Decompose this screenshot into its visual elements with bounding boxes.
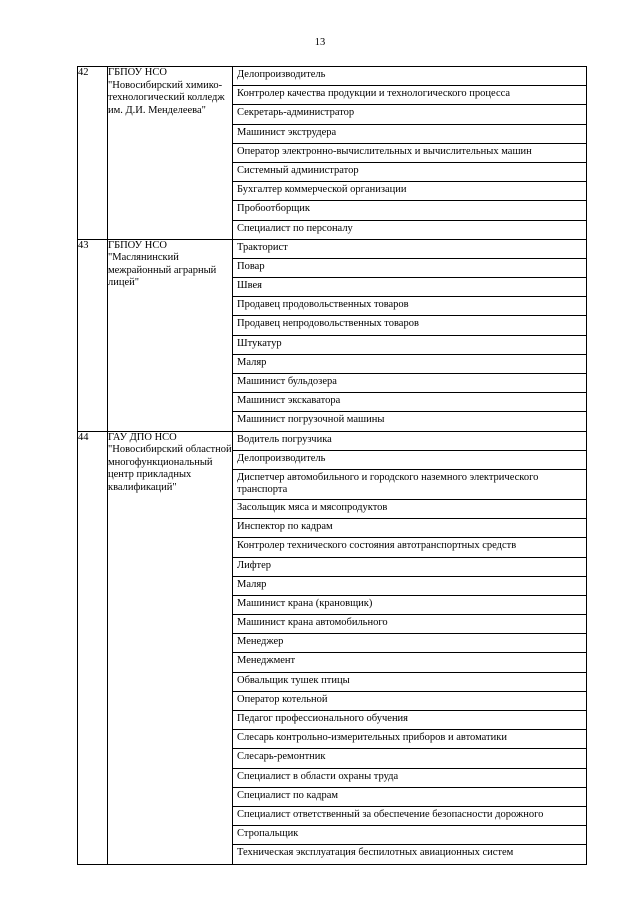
profession-item: Стропальщик <box>233 826 586 845</box>
profession-item: Системный администратор <box>233 163 586 182</box>
profession-item: Машинист экскаватора <box>233 393 586 412</box>
profession-item: Секретарь-администратор <box>233 105 586 124</box>
profession-item: Специалист в области охраны труда <box>233 769 586 788</box>
row-number: 42 <box>78 67 108 240</box>
profession-item: Оператор электронно-вычислительных и вычислительных машин <box>233 144 586 163</box>
professions-list <box>233 431 587 864</box>
profession-item: Маляр <box>233 355 586 374</box>
page-number: 13 <box>314 37 326 48</box>
institution-name: ГБПОУ НСО "Новосибирский химико-технологический колледж им. Д.И. Менделеева" <box>108 67 233 240</box>
profession-item: Специалист по кадрам <box>233 788 586 807</box>
profession-item: Машинист погрузочной машины <box>237 414 385 426</box>
profession-item: Продавец продовольственных товаров <box>233 297 586 316</box>
profession-item: Техническая эксплуатация беспилотных авиационных систем <box>237 847 514 859</box>
table-row <box>78 67 587 240</box>
profession-item: Оператор котельной <box>233 692 586 711</box>
profession-item: Делопроизводитель <box>233 451 586 470</box>
profession-item: Обвальщик тушек птицы <box>233 673 586 692</box>
profession-item: Машинист экструдера <box>233 125 586 144</box>
profession-item: Специалист ответственный за обеспечение безопасности дорожного <box>233 807 586 826</box>
profession-item: Контролер качества продукции и технологического процесса <box>233 86 586 105</box>
profession-item: Маляр <box>233 577 586 596</box>
profession-item: Тракторист <box>233 240 586 259</box>
table-row <box>78 239 587 431</box>
profession-item: Засольщик мяса и мясопродуктов <box>233 500 586 519</box>
profession-item: Специалист по персоналу <box>237 222 353 234</box>
institution-name: ГАУ ДПО НСО "Новосибирский областной многофункциональный центр прикладных квалификаций" <box>108 431 233 864</box>
profession-item: Водитель погрузчика <box>233 432 586 451</box>
profession-item: Машинист бульдозера <box>233 374 586 393</box>
row-number: 44 <box>78 431 108 864</box>
profession-item: Пробоотборщик <box>233 201 586 220</box>
profession-item: Машинист крана автомобильного <box>233 615 586 634</box>
profession-item: Педагог профессионального обучения <box>233 711 586 730</box>
profession-item: Бухгалтер коммерческой организации <box>233 182 586 201</box>
professions-list <box>233 239 587 431</box>
profession-item: Диспетчер автомобильного и городского наземного электрического транспорта <box>233 470 586 500</box>
profession-item: Повар <box>233 259 586 278</box>
professions-list <box>233 67 587 240</box>
profession-item: Менеджер <box>233 634 586 653</box>
profession-item: Менеджмент <box>233 653 586 672</box>
profession-item: Штукатур <box>233 336 586 355</box>
table-row <box>78 431 587 864</box>
profession-item: Контролер технического состояния автотранспортных средств <box>233 538 586 557</box>
profession-item: Слесарь контрольно-измерительных приборов и автоматики <box>233 730 586 749</box>
row-number: 43 <box>78 239 108 431</box>
profession-item: Машинист крана (крановщик) <box>233 596 586 615</box>
profession-item: Лифтер <box>233 558 586 577</box>
profession-item: Инспектор по кадрам <box>233 519 586 538</box>
profession-item: Продавец непродовольственных товаров <box>233 316 586 335</box>
table-body <box>78 67 587 865</box>
profession-item: Швея <box>233 278 586 297</box>
institutions-table <box>77 66 587 865</box>
institution-name: ГБПОУ НСО "Маслянинский межрайонный аграрный лицей" <box>108 239 233 431</box>
profession-item: Делопроизводитель <box>233 67 586 86</box>
profession-item: Слесарь-ремонтник <box>233 749 586 768</box>
